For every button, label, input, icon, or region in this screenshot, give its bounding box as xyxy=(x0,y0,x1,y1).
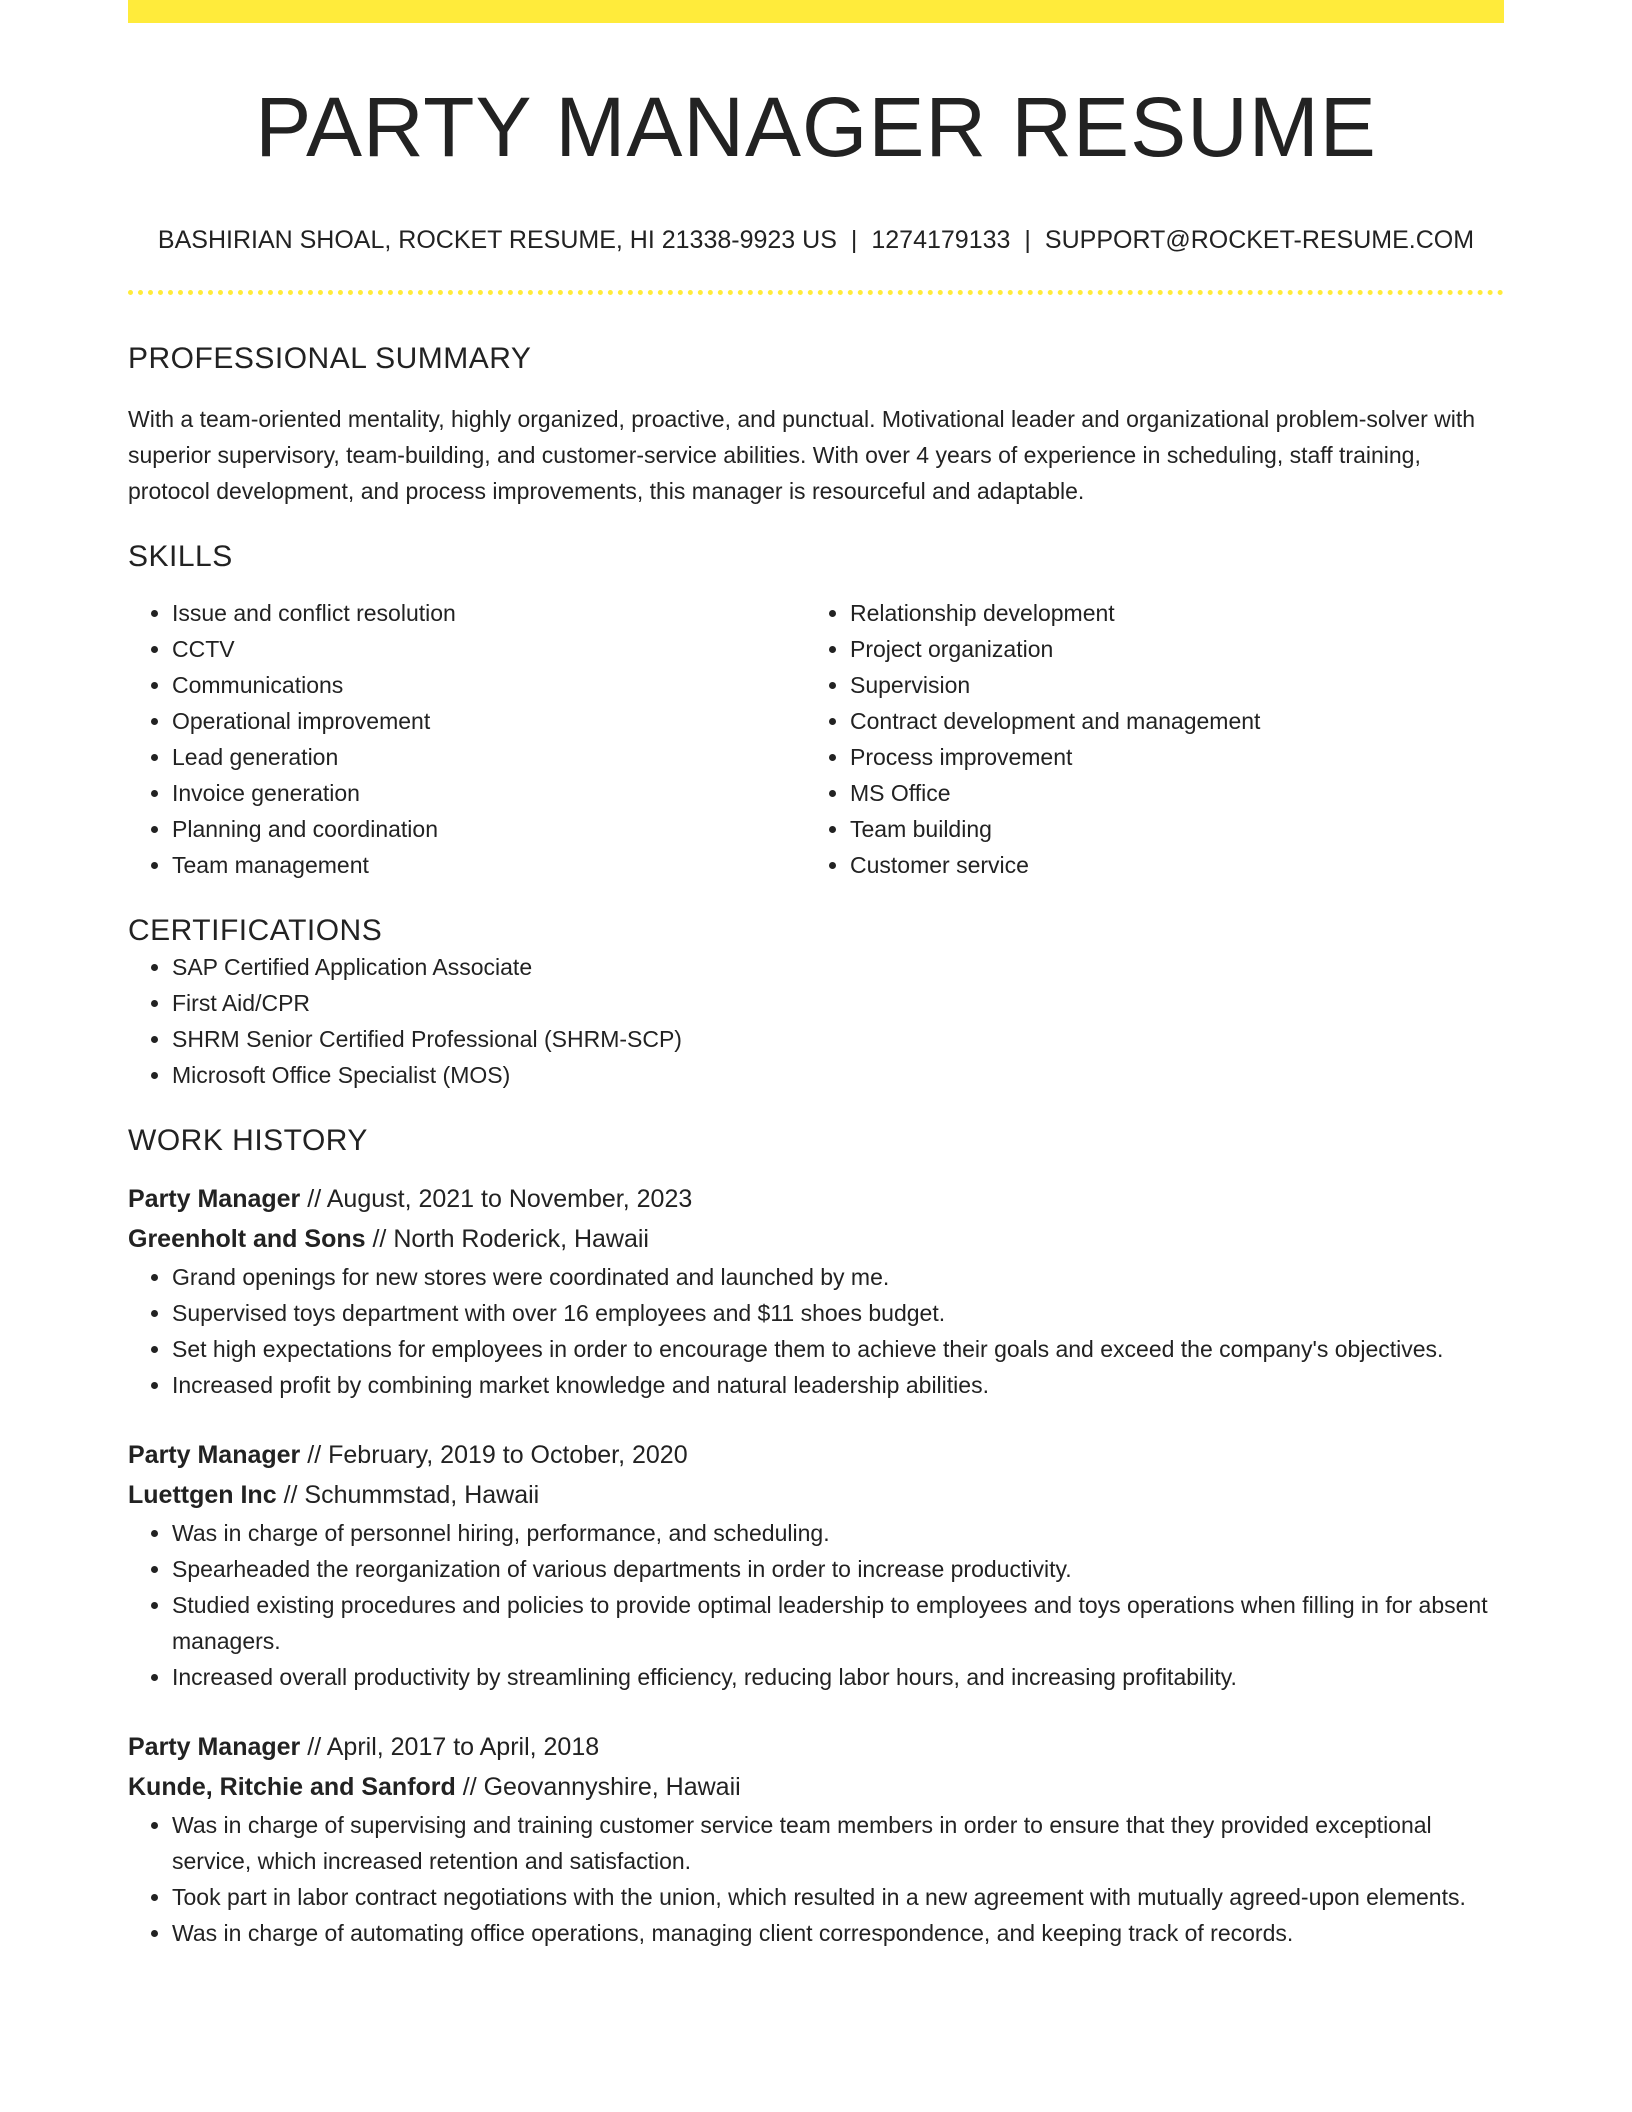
job-bullet: • Set high expectations for employees in order to encourage them to achieve their goals and exceed the company's objectives. xyxy=(172,1331,1504,1367)
top-accent-bar xyxy=(128,0,1504,23)
job-dates: April, 2017 to April, 2018 xyxy=(326,1733,600,1761)
job-company: Kunde, Ritchie and Sanford xyxy=(128,1773,456,1801)
job-company-line xyxy=(128,1219,1504,1259)
job-divider: // xyxy=(283,1481,298,1509)
contact-phone: 1274179133 xyxy=(871,226,1011,254)
job-bullets xyxy=(128,1259,1504,1403)
job-dates: August, 2021 to November, 2023 xyxy=(326,1185,693,1213)
job-bullet: • Spearheaded the reorganization of various departments in order to increase productivity. xyxy=(172,1551,1504,1587)
skill-item: • Project organization xyxy=(850,631,1484,667)
certifications-heading: CERTIFICATIONS xyxy=(128,914,383,947)
skill-item: • Operational improvement xyxy=(172,703,806,739)
job-location: Geovannyshire, Hawaii xyxy=(483,1773,741,1801)
skill-item: • Customer service xyxy=(850,847,1484,883)
header-divider xyxy=(128,290,1504,295)
job-divider: // xyxy=(372,1225,387,1253)
job-entry xyxy=(128,1179,1504,1403)
job-title-line xyxy=(128,1179,1504,1219)
skill-item: • CCTV xyxy=(172,631,806,667)
job-entry xyxy=(128,1727,1504,1951)
certification-item: • SHRM Senior Certified Professional (SHRM-SCP) xyxy=(172,1021,1504,1057)
job-bullet: • Studied existing procedures and policies to provide optimal leadership to employees and toys operations when filling in for absent managers. xyxy=(172,1587,1504,1659)
skills-list-right xyxy=(806,595,1484,883)
job-title-line xyxy=(128,1435,1504,1475)
certification-item: • SAP Certified Application Associate xyxy=(172,949,1504,985)
job-dates: February, 2019 to October, 2020 xyxy=(328,1441,688,1469)
resume-title: PARTY MANAGER RESUME xyxy=(255,80,1377,174)
contact-email: SUPPORT@ROCKET-RESUME.COM xyxy=(1044,226,1475,254)
job-divider: // xyxy=(307,1185,322,1213)
contact-address: BASHIRIAN SHOAL, ROCKET RESUME, HI 21338-9923 US xyxy=(157,226,837,254)
job-divider: // xyxy=(307,1733,322,1761)
skill-item: • Invoice generation xyxy=(172,775,806,811)
job-bullet: • Was in charge of automating office operations, managing client correspondence, and keeping track of records. xyxy=(172,1915,1504,1951)
skill-item: • Relationship development xyxy=(850,595,1484,631)
contact-line xyxy=(128,225,1504,255)
certification-item: • Microsoft Office Specialist (MOS) xyxy=(172,1057,1504,1093)
job-bullet: • Increased profit by combining market knowledge and natural leadership abilities. xyxy=(172,1367,1504,1403)
skills-list-left xyxy=(128,595,806,883)
skill-item: • Contract development and management xyxy=(850,703,1484,739)
skill-item: • Lead generation xyxy=(172,739,806,775)
job-company-line xyxy=(128,1767,1504,1807)
contact-separator: | xyxy=(1024,226,1031,254)
job-bullet: • Supervised toys department with over 16 employees and $11 shoes budget. xyxy=(172,1295,1504,1331)
job-title-line xyxy=(128,1727,1504,1767)
job-bullets xyxy=(128,1515,1504,1695)
job-divider: // xyxy=(462,1773,477,1801)
job-company: Greenholt and Sons xyxy=(128,1225,366,1253)
skill-item: • Team management xyxy=(172,847,806,883)
skill-item: • Communications xyxy=(172,667,806,703)
job-title: Party Manager xyxy=(128,1733,301,1761)
job-bullet: • Was in charge of supervising and training customer service team members in order to ensure that they provided exceptional service, which increased retention and satisfaction. xyxy=(172,1807,1504,1879)
job-title: Party Manager xyxy=(128,1185,301,1213)
summary-heading: PROFESSIONAL SUMMARY xyxy=(128,342,532,375)
skill-item: • Planning and coordination xyxy=(172,811,806,847)
job-company-line xyxy=(128,1475,1504,1515)
certifications-list xyxy=(128,949,1504,1093)
summary-text: With a team-oriented mentality, highly organized, proactive, and punctual. Motivational leader and organizational problem-solver with superior supervisory, team-building, and customer-service abilities. With over 4 years of experience in scheduling, staff training, protocol development, and process improvements, this manager is resourceful and adaptable. xyxy=(128,406,1476,504)
job-bullet: • Took part in labor contract negotiations with the union, which resulted in a new agreement with mutually agreed-upon elements. xyxy=(172,1879,1504,1915)
job-location: North Roderick, Hawaii xyxy=(393,1225,649,1253)
job-entry xyxy=(128,1435,1504,1695)
job-bullet: • Was in charge of personnel hiring, performance, and scheduling. xyxy=(172,1515,1504,1551)
skill-item: • Issue and conflict resolution xyxy=(172,595,806,631)
job-divider: // xyxy=(307,1441,322,1469)
skill-item: • Supervision xyxy=(850,667,1484,703)
work-history-heading: WORK HISTORY xyxy=(128,1124,368,1157)
job-location: Schummstad, Hawaii xyxy=(304,1481,540,1509)
job-bullets xyxy=(128,1807,1504,1951)
skill-item: • Team building xyxy=(850,811,1484,847)
job-title: Party Manager xyxy=(128,1441,301,1469)
skills-columns xyxy=(128,595,1504,883)
certification-item: • First Aid/CPR xyxy=(172,985,1504,1021)
job-company: Luettgen Inc xyxy=(128,1481,277,1509)
skills-heading: SKILLS xyxy=(128,540,233,573)
contact-separator: | xyxy=(850,226,858,254)
skill-item: • Process improvement xyxy=(850,739,1484,775)
skill-item: • MS Office xyxy=(850,775,1484,811)
job-bullet: • Grand openings for new stores were coordinated and launched by me. xyxy=(172,1259,1504,1295)
resume-page xyxy=(128,0,1504,1951)
job-bullet: • Increased overall productivity by streamlining efficiency, reducing labor hours, and increasing profitability. xyxy=(172,1659,1504,1695)
